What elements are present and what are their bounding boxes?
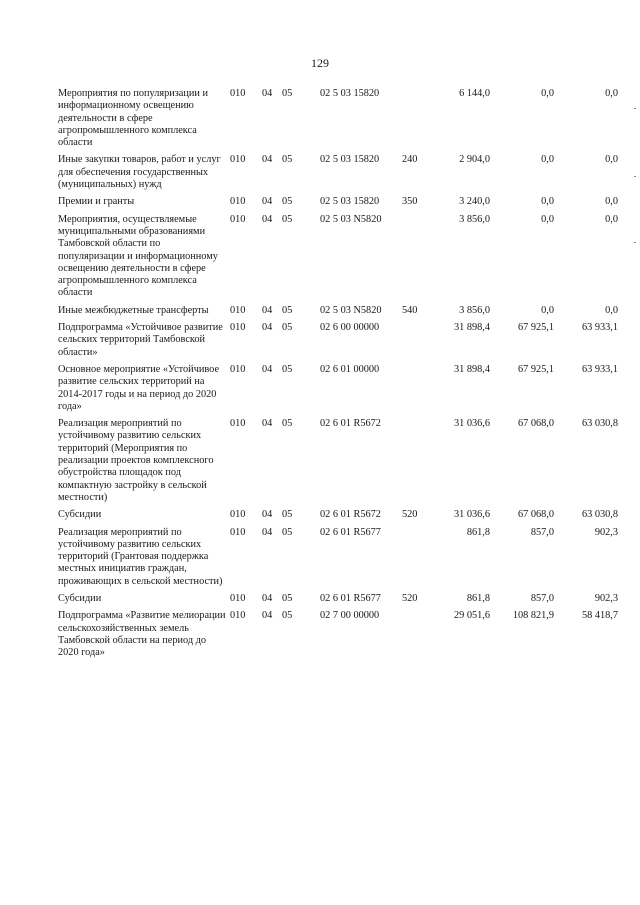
row-amount-year3: 58 418,7 xyxy=(581,610,618,622)
row-expense-type xyxy=(402,527,430,593)
row-amount-year1: 6 144,0 xyxy=(459,88,490,99)
page-number: 129 xyxy=(311,56,329,70)
row-amount-year3: 63 933,1 xyxy=(581,363,618,375)
row-amount-year2: 857,0 xyxy=(530,526,554,538)
row-subsection-code: 05 xyxy=(282,154,293,166)
row-target-article: 02 5 03 15820 xyxy=(320,88,380,99)
row-subsection-code: 05 xyxy=(282,363,293,375)
row-amount-year2: 0,0 xyxy=(541,88,554,99)
table-row xyxy=(58,509,618,526)
row-name: Субсидии xyxy=(58,592,102,604)
row-ministry-code: 010 xyxy=(230,88,246,99)
row-ministry-code: 010 xyxy=(230,196,246,208)
row-amount-year1: 31 898,4 xyxy=(453,363,490,375)
row-expense-type: 520 xyxy=(402,592,418,604)
row-amount-year3: 63 030,8 xyxy=(581,418,618,430)
row-expense-type: 240 xyxy=(402,154,418,166)
row-target-article: 02 5 03 15820 xyxy=(320,154,380,166)
budget-table xyxy=(58,88,618,664)
row-amount-year2: 67 925,1 xyxy=(517,322,554,334)
row-amount-year1: 29 051,6 xyxy=(453,610,490,622)
row-target-article: 02 6 01 R5677 xyxy=(320,526,381,538)
row-ministry-code: 010 xyxy=(230,418,246,430)
row-target-article: 02 6 00 00000 xyxy=(320,322,380,334)
row-section-code: 04 xyxy=(262,592,273,604)
row-section-code: 04 xyxy=(262,610,273,622)
table-row xyxy=(58,214,618,305)
table-row xyxy=(58,593,618,610)
row-amount-year3: 0,0 xyxy=(605,88,618,99)
row-ministry-code: 010 xyxy=(230,304,246,316)
row-name: Иные межбюджетные трансферты xyxy=(58,304,209,316)
row-amount-year2: 67 068,0 xyxy=(517,509,554,521)
row-name: Мероприятия по популяризации и информационному освещению деятельности в сфере агропромышленного комплекса области xyxy=(58,88,208,149)
row-amount-year1: 31 036,6 xyxy=(453,509,490,521)
row-subsection-code: 05 xyxy=(282,592,293,604)
row-amount-year2: 0,0 xyxy=(541,213,554,225)
row-amount-year1: 861,8 xyxy=(466,592,490,604)
table-row xyxy=(58,196,618,213)
table-row xyxy=(58,154,618,196)
row-ministry-code: 010 xyxy=(230,322,246,334)
row-subsection-code: 05 xyxy=(282,509,293,521)
row-amount-year1: 2 904,0 xyxy=(459,154,490,166)
row-expense-type xyxy=(402,418,430,509)
table-body xyxy=(58,88,618,664)
row-amount-year3: 902,3 xyxy=(594,526,618,538)
row-target-article: 02 6 01 R5677 xyxy=(320,592,381,604)
scan-mark xyxy=(634,176,636,177)
row-ministry-code: 010 xyxy=(230,363,246,375)
row-expense-type xyxy=(402,214,430,305)
scan-mark xyxy=(634,108,636,109)
row-target-article: 02 6 01 R5672 xyxy=(320,509,381,521)
row-section-code: 04 xyxy=(262,304,273,316)
table-row xyxy=(58,418,618,509)
table-row xyxy=(58,88,618,154)
row-subsection-code: 05 xyxy=(282,213,293,225)
row-subsection-code: 05 xyxy=(282,196,293,208)
row-expense-type xyxy=(402,88,430,154)
table-row xyxy=(58,527,618,593)
row-name: Реализация мероприятий по устойчивому развитию сельских территорий (Грантовая поддержка местных инициатив граждан, проживающих в сельской местности) xyxy=(58,526,223,587)
row-target-article: 02 6 01 00000 xyxy=(320,363,380,375)
row-name: Иные закупки товаров, работ и услуг для обеспечения государственных (муниципальных) нужд xyxy=(58,154,221,191)
row-expense-type xyxy=(402,610,430,664)
scan-mark xyxy=(634,242,636,243)
row-subsection-code: 05 xyxy=(282,322,293,334)
row-section-code: 04 xyxy=(262,154,273,166)
row-amount-year1: 861,8 xyxy=(466,526,490,538)
row-amount-year2: 857,0 xyxy=(530,592,554,604)
row-target-article: 02 7 00 00000 xyxy=(320,610,380,622)
row-amount-year2: 0,0 xyxy=(541,196,554,208)
row-target-article: 02 5 03 N5820 xyxy=(320,213,382,225)
row-ministry-code: 010 xyxy=(230,592,246,604)
row-subsection-code: 05 xyxy=(282,304,293,316)
row-name: Основное мероприятие «Устойчивое развитие сельских территорий на 2014-2017 годы и на период до 2020 года» xyxy=(58,363,220,412)
row-amount-year1: 3 856,0 xyxy=(459,213,490,225)
row-amount-year2: 0,0 xyxy=(541,304,554,316)
row-amount-year3: 0,0 xyxy=(605,196,618,208)
row-expense-type: 520 xyxy=(402,509,418,521)
row-section-code: 04 xyxy=(262,509,273,521)
row-name: Премии и гранты xyxy=(58,196,135,208)
row-target-article: 02 5 03 N5820 xyxy=(320,304,382,316)
row-name: Мероприятия, осуществляемые муниципальными образованиями Тамбовской области по популяризации и информационному освещению деятельности в сфере агропромышленного комплекса области xyxy=(58,213,218,299)
row-amount-year3: 0,0 xyxy=(605,213,618,225)
row-subsection-code: 05 xyxy=(282,526,293,538)
row-amount-year2: 0,0 xyxy=(541,154,554,166)
row-subsection-code: 05 xyxy=(282,418,293,430)
row-ministry-code: 010 xyxy=(230,610,246,622)
row-expense-type: 350 xyxy=(402,196,418,208)
row-name: Реализация мероприятий по устойчивому развитию сельских территорий (Мероприятия по реализации проектов комплексного обустройства площадок под компактную застройку в сельской местности) xyxy=(58,418,214,503)
row-amount-year2: 108 821,9 xyxy=(512,610,554,622)
row-amount-year3: 0,0 xyxy=(605,304,618,316)
table-row xyxy=(58,364,618,418)
row-ministry-code: 010 xyxy=(230,526,246,538)
row-target-article: 02 5 03 15820 xyxy=(320,196,380,208)
table-row xyxy=(58,610,618,664)
row-section-code: 04 xyxy=(262,88,273,99)
row-expense-type: 540 xyxy=(402,304,418,316)
row-subsection-code: 05 xyxy=(282,610,293,622)
row-name: Подпрограмма «Устойчивое развитие сельских территорий Тамбовской области» xyxy=(58,322,223,358)
row-expense-type xyxy=(402,364,430,418)
row-section-code: 04 xyxy=(262,526,273,538)
row-section-code: 04 xyxy=(262,196,273,208)
row-amount-year1: 31 036,6 xyxy=(453,418,490,430)
row-amount-year3: 902,3 xyxy=(594,592,618,604)
row-amount-year1: 3 856,0 xyxy=(459,304,490,316)
row-ministry-code: 010 xyxy=(230,509,246,521)
row-ministry-code: 010 xyxy=(230,213,246,225)
table-row xyxy=(58,305,618,322)
row-amount-year2: 67 068,0 xyxy=(517,418,554,430)
row-subsection-code: 05 xyxy=(282,88,293,99)
row-section-code: 04 xyxy=(262,418,273,430)
row-amount-year3: 63 933,1 xyxy=(581,322,618,334)
row-amount-year3: 0,0 xyxy=(605,154,618,166)
table-row xyxy=(58,322,618,364)
row-amount-year3: 63 030,8 xyxy=(581,509,618,521)
row-section-code: 04 xyxy=(262,322,273,334)
row-ministry-code: 010 xyxy=(230,154,246,166)
row-name: Субсидии xyxy=(58,509,102,521)
row-target-article: 02 6 01 R5672 xyxy=(320,418,381,430)
row-expense-type xyxy=(402,322,430,364)
row-section-code: 04 xyxy=(262,363,273,375)
row-section-code: 04 xyxy=(262,213,273,225)
row-amount-year1: 31 898,4 xyxy=(453,322,490,334)
row-name: Подпрограмма «Развитие мелиорации сельскохозяйственных земель Тамбовской области на период до 2020 года» xyxy=(58,610,226,659)
row-amount-year1: 3 240,0 xyxy=(459,196,490,208)
row-amount-year2: 67 925,1 xyxy=(517,363,554,375)
